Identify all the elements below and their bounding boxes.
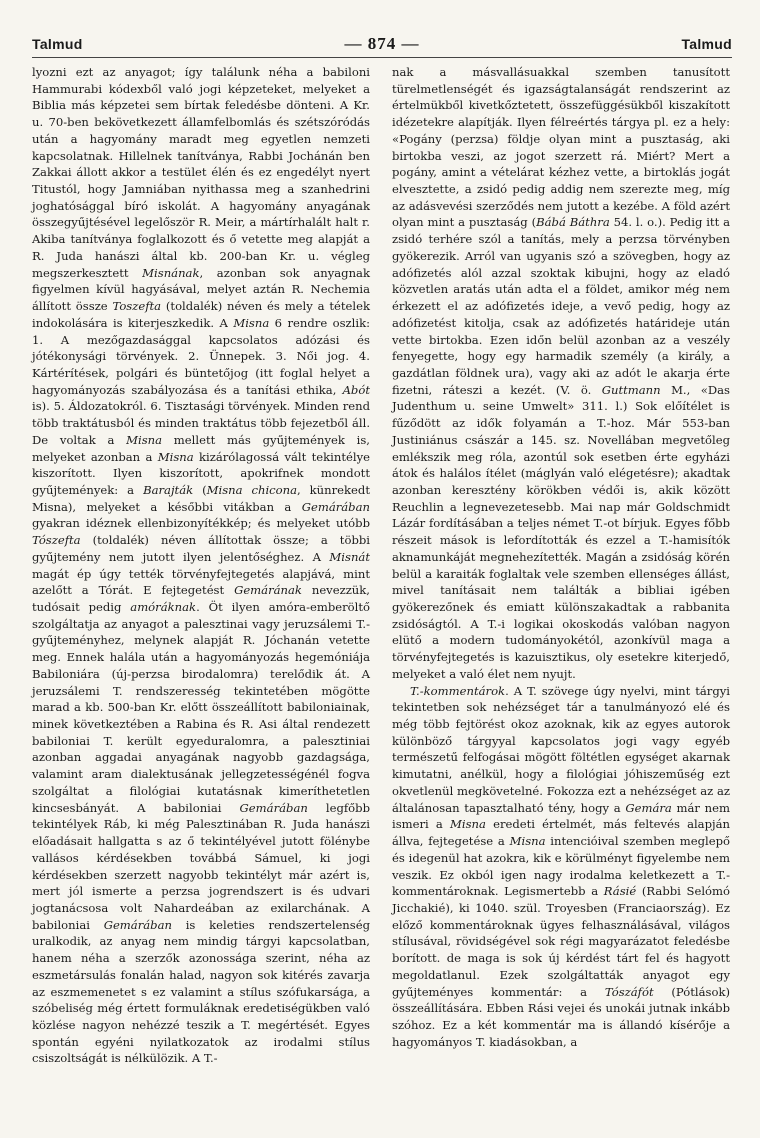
text-run: intencióival szemben meglepő és idegenül hat azokra, kik e körülményt figyelembe nem veszik. Ez okból igen nagy irodalma keletkezett a T.-kommentároknak. Legismertebb a xyxy=(392,834,730,899)
text-run: M., «Das Judenthum u. seine Umwelt» 311. l.) Sok előítélet is fűződött az idők folyamán a T.-hoz. Már 553-ban Justiniánus császár a 145. sz. Novellában megvetőleg emlékszik meg róla, azontúl sok esetben érte egyházi átok és halálos ítélet (máglyán való elégetésre); akadtak azonban keresztény körökben védői is, akik között Reuchlin a legnevezetesebb. Mai nap már Goldschmidt Lázár fordításában a teljes német T.-ot bírjuk. Egyes főbb részeit mások is lefordították és ezzel a T.-hamisítók aknamunkáját megnehezítették. Magán a zsidóság körén belül a karaiták foglaltak vele szemben ellenséges állást, mivel tanításait nem találták a bibliai igében gyökerezőnek és emiatt különszakadtak a rabbanita zsidóságtól. A T.-i logikai okoskodás valóban nagyon elütő a modern tudományokétól, azonkívül maga a törvényfejtegetés is kazuisztikus, oly esetekre kiterjedő, melyeket a való élet nem nyujt. xyxy=(392,382,730,681)
text-run: nak a másvallásuakkal szemben tanusított türelmetlenségét és igazságtalanságát rendszerint az értelmükből kivetkőztetett, összefüggésükből kiszakított idézetekre alapítják. Ilyen félreértés tárgya pl. ez a hely: «Pogány (perzsa) földje olyan mint a pusztaság, aki birtokba veszi, az jogot szerzett rá. Miért? Mert a pogány, amint a vételárat kézhez vette, a birtoklás jogát elvesztette, a zsidó pedig addig nem szerezte meg, míg az adásvevési szerződés nem jutott a kezébe. A föld azért olyan mint a pusztaság ( xyxy=(392,65,730,230)
text-run: (Pótlások) összeállítására. Ebben Rási vejei és unokái jutnak inkább szóhoz. Ez a két kommentár ma is állandó kísérője a hagyományos T. kiadásokban, a xyxy=(392,984,730,1049)
italic-term: amóráknak xyxy=(130,600,197,614)
text-run: 54. l. o.). Pedig itt a zsidó terhére szól a tanítás, mely a perzsa törvényben gyökerezik. Arról van ugyanis szó a szövegben, hogy az adófizetés alól azzal szoktak kibujni, hogy az eladó közvetlen aratás után adta el a földet, amikor még nem érkezett el az adófizetés ideje, a vevő pedig, hogy az adófizetést kitolja, csak az adófizetés határideje után vette birtokba. Ezen időn belül azonban az a veszély fenyegette, hogy egy harmadik személy (a király, a gazdátlan földnek ura), vagy aki az adót le akarja érte fizetni, ráteszi a kezét. (V. ö. xyxy=(392,215,731,397)
italic-term: Guttmann xyxy=(601,382,661,397)
text-run: (toldalék) néven és mely a tételek indokolására is kiterjeszkedik. A xyxy=(32,299,370,330)
text-run: legfőbb tekintélyek Ráb, ki még Palesztinában R. Juda hanászi előadásait hallgatta s az ő tekintélyével jutott fölénybe vallásos kérdésekben továbbá Sámuel, ki jogi kérdésekben szerzett nagyobb tekintélyt már azért is, mert jól ismerte a perzsa jogrendszert is és udvari jogtanácsosa volt Nahardeában az exilarchának. A babiloniai xyxy=(32,800,371,932)
italic-term: Misna xyxy=(157,449,194,464)
italic-term: Barajták xyxy=(143,482,194,497)
italic-term: Tószáfót xyxy=(604,984,654,999)
text-run: magát ép úgy tették törvényfejtegetés alapjává, mint azelőtt a Tórát. E fejtegetést xyxy=(32,566,370,598)
italic-term: Rásié xyxy=(603,884,637,899)
text-run: lyozni ezt az anyagot; így találunk néha a babiloni Hammurabi kódexből való jogi képzeteket, melyeket a Biblia más képzetei sem bírtak feledésbe dönteni. A Kr. u. 70-ben bekövetkezett államfelbomlás és szétszóródás után a hagyomány maradt meg egyetlen nemzeti kapcsolatnak. Hillelnek tanítványa, Rabbi Jochánán ben Zakkai állott akkor a testület élén és ez engedélyt nyert Titustól, hogy Jamniában nyithassa meg a szanhedrini joghatósággal bíró iskolát. A hagyomány anyagának összegyűjtésével legelőször R. Meir, a mártírhalált halt r. Akiba tanítványa foglalkozott és ő vetette meg alapját a R. Juda hanászi által kb. 200-ban Kr. u. végleg megszerkesztett xyxy=(32,65,370,280)
text-run: , künrekedt Misna), melyeket a későbbi vitákban a xyxy=(32,482,370,514)
text-run: . Öt ilyen amóra-emberöltő szolgáltatja az anyagot a palesztinai vagy jeruzsálemi T.-gyűjteményhez, melynek alapját R. Jóchanán vetette meg. Ennek halála után a hagyományozás hegemóniája Babiloniára (új-perzsa birodalomra) terelődik át. A jeruzsálemi T. rendszeresség tekintetében mögötte marad a kb. 500-ban Kr. előtt összeállított babiloniainak, minek következtében a Rabina és R. Asi által rendezett babiloniai T. került egyeduralomra, a palesztiniai azonban aggadai anyagának nagyobb gazdagsága, valamint aram dialektusának jellegzetességénél fogva szolgáltat a filológiai kutatásnak kimeríthetetlen kincsesbányát. A babiloniai xyxy=(32,600,370,815)
italic-term: Misnát xyxy=(329,549,370,564)
italic-term: Misna xyxy=(126,432,163,447)
text-run: (toldalék) néven állítottak össze; a többi gyűjtemény nem jutott ilyen jelentőséghez. A xyxy=(32,533,370,564)
italic-term: Misna xyxy=(509,834,546,849)
text-run: kizárólagossá vált tekintélye kiszorított. Ilyen kiszorított, apokrifnek mondott gyűjtemények: a xyxy=(32,449,370,497)
italic-term: Abót xyxy=(342,382,370,397)
italic-term: T.-kommentárok xyxy=(410,683,506,698)
italic-term: Misnának xyxy=(142,265,200,280)
text-run: is). 5. Áldozatokról. 6. Tisztasági törvények. Minden rend több traktátusból és minden traktátus több fejezetből áll. De voltak a xyxy=(32,399,370,447)
italic-term: Gemárában xyxy=(239,800,308,815)
paragraph xyxy=(392,683,730,1051)
header-left-title: Talmud xyxy=(32,36,83,52)
running-header xyxy=(32,34,732,56)
paragraph xyxy=(392,64,730,683)
paragraph xyxy=(32,64,370,1067)
text-run: is keleties rendszertelenség uralkodik, az anyag nem mindig tárgyi kapcsolatban, hanem néha a szerzők azonossága szerint, néha az eszmetársulás fonalán halad, nagyon sok kitérés zavarja az eszmemenetet s ez valamint a stílus szófukarsága, a szóbeliség még értett formuláknak eredetiségükben való közlése nagyon nehézzé teszik a T. megértését. Egyes spontán egyéni nyilatkozatok az irodalmi stílus csiszoltságát is nélkülözik. A T.- xyxy=(32,917,371,1066)
header-right-title: Talmud xyxy=(681,36,732,52)
text-column-right xyxy=(392,64,730,1050)
text-run: nevezzük, tudósait pedig xyxy=(32,583,370,614)
italic-term: Gemárának xyxy=(234,583,302,598)
text-run: , azonban sok anyagnak figyelmen kívül hagyásával, melyet aztán R. Nechemia állított össze xyxy=(32,265,370,314)
italic-term: Gemárában xyxy=(103,917,172,932)
text-run: eredeti értelmét, más feltevés alapján állva, fejtegetése a xyxy=(392,817,730,849)
italic-term: Gemárában xyxy=(301,499,370,514)
page-number: — 874 — xyxy=(344,34,420,53)
italic-term: Misna xyxy=(233,315,270,330)
text-run: mellett más gyűjtemények is, melyeket azonban a xyxy=(32,432,370,464)
text-run: 6 rendre oszlik: 1. A mezőgazdasággal kapcsolatos adózási és jótékonysági törvények. 2. Ünnepek. 3. Női jog. 4. Kártérítések, polgári és büntetőjog (itt foglal helyet a hagyományozás szabályozása és a tanítási ethika, xyxy=(32,315,371,397)
text-run: ( xyxy=(193,482,207,497)
text-run: gyakran idéznek ellenbizonyítékkép; és melyeket utóbb xyxy=(32,516,370,531)
header-rule xyxy=(32,57,732,58)
text-run: . A T. szövege úgy nyelvi, mint tárgyi tekintetben sok nehézséget tár a tanulmányozó elé és még több fejtörést okoz azoknak, kik az egyes autorok különböző tárgyyal kapcsolatos jogi vagy egyéb természetű felfogásai mögött föltétlen egységet akarnak kimutatni, anélkül, hogy a filológiai jóhiszeműség ezt okvetlenül megkövetelné. Fokozza ezt a nehézséget az az általánosan tapasztalható tény, hogy a xyxy=(392,683,730,815)
italic-term: Bábá Báthra xyxy=(536,215,610,230)
text-column-left xyxy=(32,64,370,1067)
text-run: már nem ismeri a xyxy=(392,800,730,832)
italic-term: Tószefta xyxy=(32,533,81,548)
italic-term: Gemára xyxy=(625,800,672,815)
italic-term: Misna xyxy=(450,817,486,832)
italic-term: Misna chicona xyxy=(206,482,298,497)
text-run: (Rabbi Selómó Jicchakié), ki 1040. szül. Troyesben (Franciaország). Ez előző kommentároknak ügyes felhasználásával, világos stílusával, rövidségével sok régi magyarázatot feledésbe borított. de maga is sok új kérdést tárt fel és hagyott megoldatlanul. Ezek szolgáltatták anyagot egy gyűjteményes kommentár: a xyxy=(392,884,730,999)
italic-term: Toszefta xyxy=(112,299,162,314)
